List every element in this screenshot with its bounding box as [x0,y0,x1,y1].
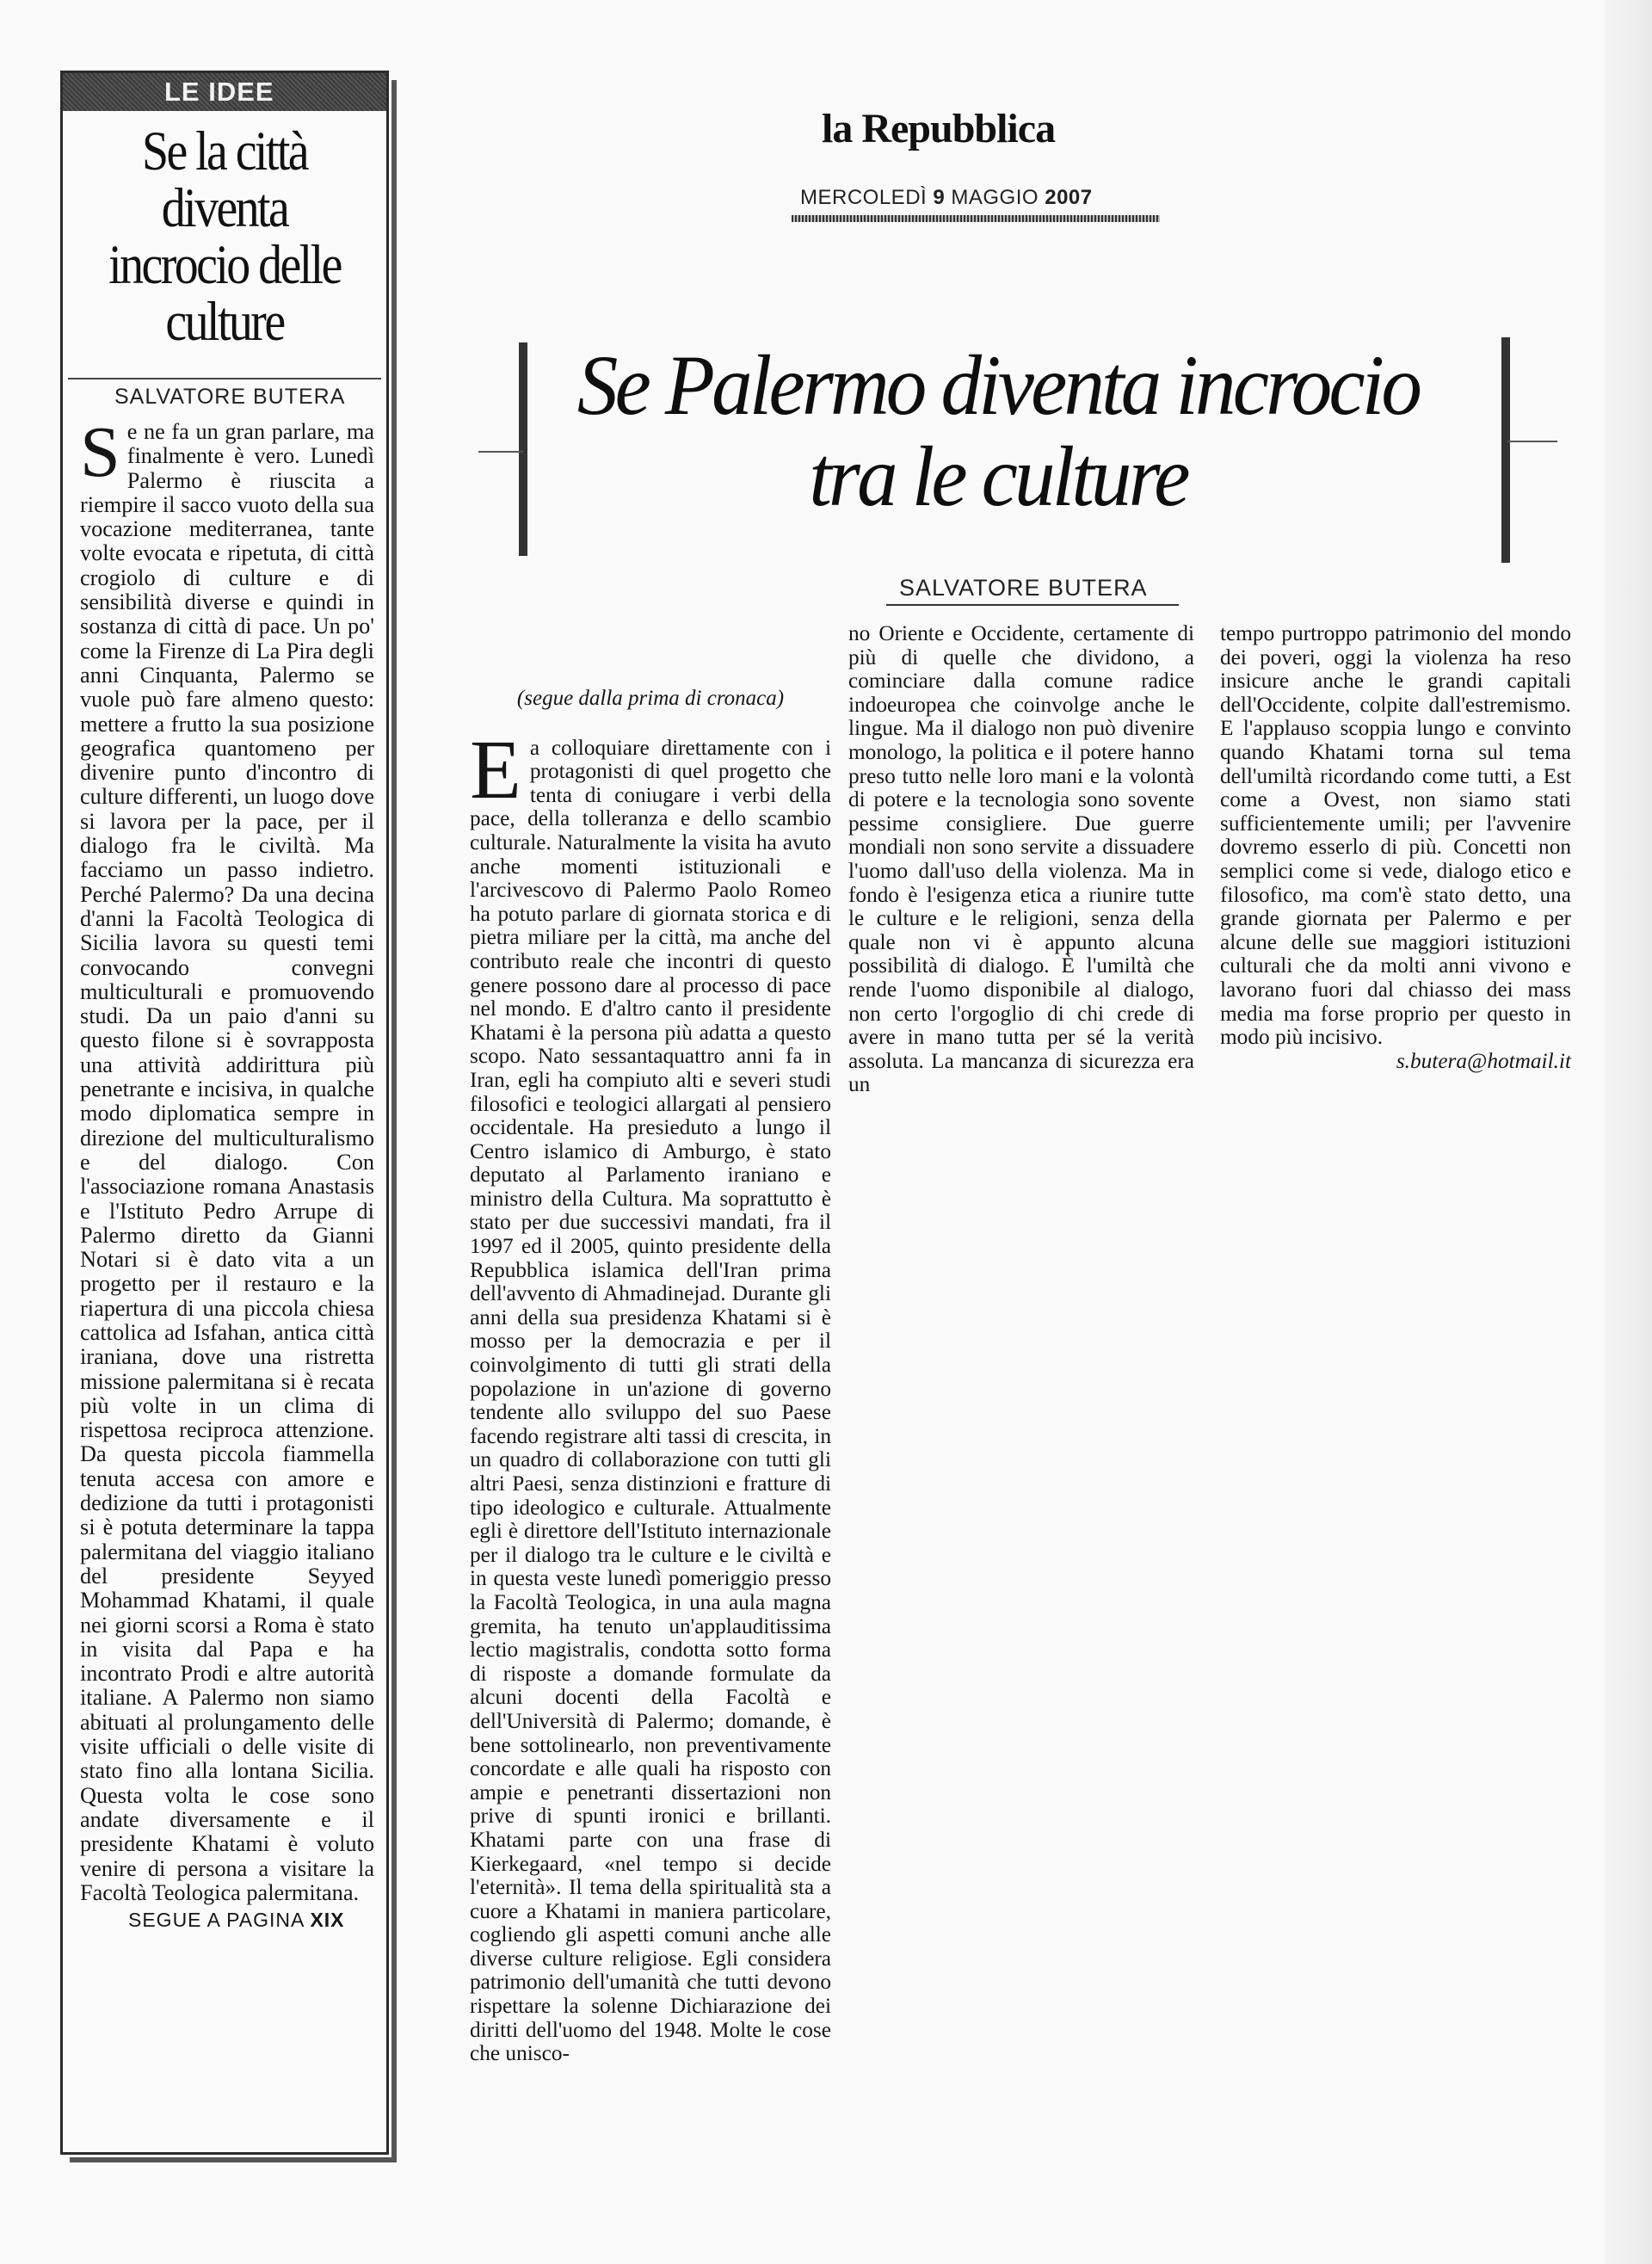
sidebar-article-box [60,71,389,2155]
continuation-prefix: SEGUE A PAGINA [128,1909,311,1932]
sidebar-continuation [128,1909,386,1932]
article-column-2 [848,622,1194,1097]
rubric-label: LE IDEE [164,77,274,107]
newspaper-masthead: la Repubblica [822,106,1056,151]
article-column-2-text: no Oriente e Occidente, certamente di più di quelle che dividono, a cominciare dalla comune radice indoeuropea che coinvolge anche le lingue. Ma il dialogo non può divenire monologo, la politica e il potere hanno preso tutto nelle loro mani e la volontà di potere e la tecnologia sono sovente pessime consigliere. Due guerre mondiali non sono servite a dissuadere l'uomo dall'uso della violenza. Ma in fondo è l'esigenza etica a riunire tutte le culture e le religioni, senza della quale non vi è appunto alcuna possibilità di dialogo. È l'umiltà che rende l'uomo disponibile al dialogo, non certo l'orgoglio di chi crede di avere in mano tutta per sé la verità assoluta. La mancanza di sicurezza era un [848,621,1194,1097]
author-email: s.butera@hotmail.it [1396,1048,1571,1073]
sidebar-byline: SALVATORE BUTERA [114,385,346,409]
sidebar-body [80,412,374,1905]
headline-bracket-left [519,342,527,556]
sidebar-body-text: e ne fa un gran parlare, ma finalmente è vero. Lunedì Palermo è riuscita a riempire il sacco vuoto della sua vocazione mediterranea, tante volte evocata e ripetuta, di città crogiolo di culture e di sensibilità diverse e quindi in sostanza di città di pace. Un po' come la Firenze di La Pira degli anni Cinquanta, Palermo se vuole può fare almeno questo: mettere a frutto la sua posizione geografica quantomeno per divenire punto d'incontro di culture differenti, un luogo dove si lavora per la pace, per il dialogo fra le civiltà. Ma facciamo un passo indietro. Perché Palermo? Da una decina d'anni la Facoltà Teologica di Sicilia lavora su questi temi convocando convegni multiculturali e promuovendo studi. Da un paio d'anni su questo filone si è sovrapposta una attività addirittura più penetrante e incisiva, in qualche modo diplomatica sempre in direzione del multiculturalismo e del dialogo. Con l'associazione romana Anastasis e l'Istituto Pedro Arrupe di Palermo diretto da Gianni Notari si è dato vita a un progetto per il restauro e la riapertura di una piccola chiesa cattolica ad Isfahan, antica città iraniana, dove una ristretta missione palermitana si è recata più volte in un clima di rispettosa reciproca attenzione. Da questa piccola fiammella tenuta accesa con amore e dedizione da tutti i protagonisti si è potuta determinare la tappa palermitana del viaggio italiano del presidente Seyyed Mohammad Khatami, il quale nei giorni scorsi a Roma è stato in visita dal Papa e ha incontrato Prodi e altre autorità italiane. A Palermo non siamo abituati al prolungamento delle visite ufficiali o delle visite di stato fino alla lontana Sicilia. Questa volta le cose sono andate diversamente e il presidente Khatami è voluto venire di persona a visitare la Facoltà Teologica palermitana. [80,419,374,1905]
date-month: MAGGIO [945,186,1045,209]
dateline-rule [792,215,1160,222]
article-dropcap: E [470,723,521,817]
article-column-1 [470,687,831,2066]
continued-from-note: (segue dalla prima di cronaca) [516,687,785,710]
crop-mark-right [1507,441,1557,442]
date-weekday: MERCOLEDÌ [800,186,934,209]
byline-rule [886,604,1179,606]
article-column-3-text: tempo purtroppo patrimonio del mondo dei poveri, oggi la violenza ha reso insicure anche le grandi capitali dell'Occidente, colpite dall'estremismo. E l'applauso scoppia lungo e convinto quando Khatami torna sul tema dell'umiltà ricordando come tutti, a Est come a Ovest, non siamo stati sufficientemente umili; per l'avvenire dovremo esserlo di più. Concetti non semplici come si vede, dialogo etico e filosofico, ma com'è stato detto, una grande giornata per Palermo e per alcune delle sue maggiori istituzioni culturali che da molti anni vivono e lavorano fuori dal chiasso dei mass media ma forse proprio per questo in modo più incisivo. [1220,621,1571,1050]
article-column-1-text: a colloquiare direttamente con i protagonisti di quel progetto che tenta di coniugare i verbi della pace, della tolleranza e dello scambio culturale. Naturalmente la visita ha avuto anche momenti istituzionali e l'arcivescovo di Palermo Paolo Romeo ha potuto parlare di giornata storica e di pietra miliare per la città, ma anche del contributo reale che incontri di questo genere possono dare al processo di pace nel mondo. E d'altro canto il presidente Khatami è la persona più adatta a questo scopo. Nato sessantaquattro anni fa in Iran, egli ha compiuto alti e severi studi filosofici e teologici allargati al pensiero occidentale. Ha presieduto a lungo il Centro islamico di Amburgo, è stato deputato al Parlamento iraniano e ministro della Cultura. Ma soprattutto è stato per due successivi mandati, fra il 1997 ed il 2005, quinto presidente della Repubblica islamica dell'Iran prima dell'avvento di Ahmadinejad. Durante gli anni della sua presidenza Khatami si è mosso per la democrazia e per il coinvolgimento di tutti gli strati della popolazione in un'azione di governo tendente allo sviluppo del suo Paese facendo registrare alti tassi di crescita, in un quadro di collaborazione con tutti gli altri Paesi, senza distinzioni e fratture di tipo ideologico e culturale. Attualmente egli è direttore dell'Istituto internazionale per il dialogo tra le culture e le civiltà e in questa veste lunedì pomeriggio presso la Facoltà Teologica, in una aula magna gremita, ha tenuto un'applauditissima lectio magistralis, condotta sotto forma di risposte a domande formulate da alcuni docenti della Facoltà e dell'Università di Palermo; domande, è bene sottolinearlo, non preventivamente concordate e alle quali ha risposto con ampie e penetranti dissertazioni non prive di spunti ironici e brillanti. Khatami parte con una frase di Kierkegaard, «nel tempo si decide l'eternità». Il tema della spiritualità sta a cuore a Khatami in maniera particolare, cogliendo gli aspetti comuni anche alle diverse culture religiose. Egli considera patrimonio dell'umanità che tutti devono rispettare la solenne Dichiarazione dei diritti dell'uomo del 1948. Molte le cose che unisco- [470,735,831,2066]
scan-edge [1605,0,1652,2264]
date-day: 9 [933,186,946,209]
sidebar-dropcap: S [80,412,120,492]
article-column-3 [1220,622,1571,1073]
rubric-banner [63,73,386,111]
sidebar-author-rule [68,378,381,379]
sidebar-headline: Se la città diventa incrocio delle culture [108,120,341,353]
main-byline: SALVATORE BUTERA [899,575,1148,601]
dateline [800,186,1093,210]
crop-mark-left [478,451,523,453]
date-year: 2007 [1045,186,1093,209]
main-headline: Se Palermo diventa incrocio tra le culture [576,337,1420,524]
headline-bracket-right [1501,337,1510,563]
continuation-page: XIX [310,1909,345,1932]
